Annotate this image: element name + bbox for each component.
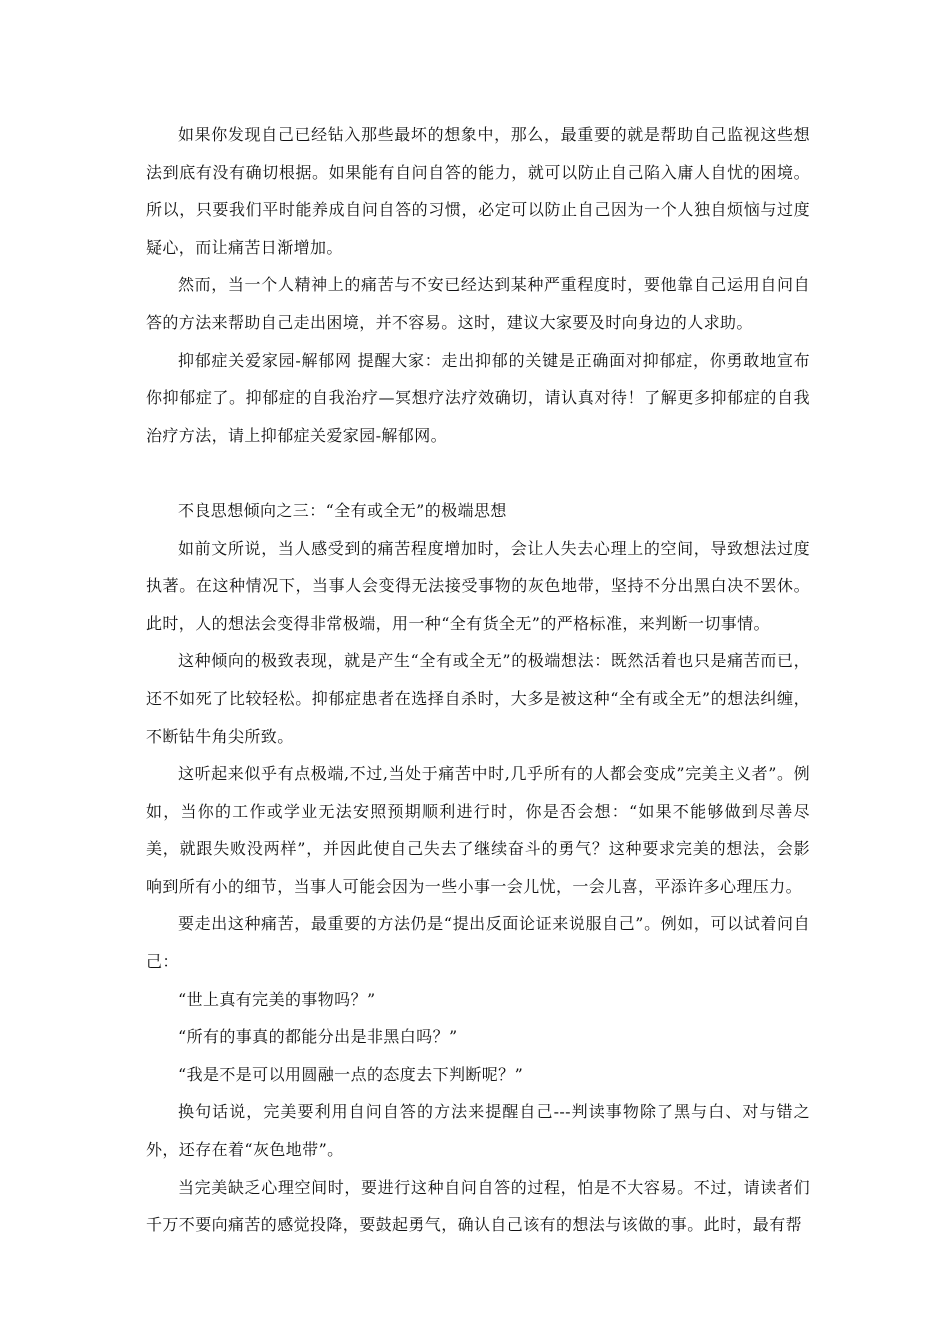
paragraph: 如果你发现自己已经钻入那些最坏的想象中，那么，最重要的就是帮助自己监视这些想法到底有没有确切根据。如果能有自问自答的能力，就可以防止自己陷入庸人自忧的困境。所以，只要我们平时能养成自问自答的习惯，必定可以防止自己因为一个人独自烦恼与过度疑心，而让痛苦日渐增加。 <box>146 125 810 257</box>
quoted-question: “所有的事真的都能分出是非黑白吗？” <box>178 1027 458 1047</box>
quoted-question: “世上真有完美的事物吗？” <box>178 989 376 1009</box>
section-heading: 不良思想倾向之三：“全有或全无”的极端思想 <box>178 500 507 520</box>
paragraph: 这种倾向的极致表现，就是产生“全有或全无”的极端想法：既然活着也只是痛苦而已，还不如死了比较轻松。抑郁症患者在选择自杀时，大多是被这种“全有或全无”的想法纠缠，不断钻牛角尖所致。 <box>146 651 810 746</box>
paragraph: 抑郁症关爱家园-解郁网 提醒大家：走出抑郁的关键是正确面对抑郁症，你勇敢地宣布你抑郁症了。抑郁症的自我治疗—冥想疗法疗效确切，请认真对待！了解更多抑郁症的自我治疗方法，请上抑郁症关爱家园-解郁网。 <box>146 350 810 445</box>
paragraph: 要走出这种痛苦，最重要的方法仍是“提出反面论证来说服自己”。例如，可以试着问自己： <box>146 914 810 972</box>
section-gap <box>146 454 810 492</box>
paragraph: 换句话说，完美要利用自问自答的方法来提醒自己---判读事物除了黑与白、对与错之外，还存在着“灰色地带”。 <box>146 1102 810 1160</box>
document-body <box>146 116 810 1244</box>
quoted-question: “我是不是可以用圆融一点的态度去下判断呢？” <box>178 1064 524 1084</box>
paragraph: 然而，当一个人精神上的痛苦与不安已经达到某种严重程度时，要他靠自己运用自问自答的方法来帮助自己走出困境，并不容易。这时，建议大家要及时向身边的人求助。 <box>146 275 810 332</box>
paragraph: 这听起来似乎有点极端,不过,当处于痛苦中时,几乎所有的人都会变成”完美主义者”。例如，当你的工作或学业无法安照预期顺利进行时，你是否会想：“如果不能够做到尽善尽美，就跟失败没两样”，并因此使自己失去了继续奋斗的勇气？这种要求完美的想法，会影响到所有小的细节，当事人可能会因为一些小事一会儿忧，一会儿喜，平添许多心理压力。 <box>146 764 810 896</box>
paragraph: 当完美缺乏心理空间时，要进行这种自问自答的过程，怕是不大容易。不过，请读者们千万不要向痛苦的感觉投降，要鼓起勇气，确认自己该有的想法与该做的事。此时，最有帮 <box>146 1177 810 1235</box>
paragraph: 如前文所说，当人感受到的痛苦程度增加时，会让人失去心理上的空间，导致想法过度执著。在这种情况下，当事人会变得无法接受事物的灰色地带，坚持不分出黑白决不罢休。此时，人的想法会变得非常极端，用一种“全有货全无”的严格标准，来判断一切事情。 <box>146 538 810 633</box>
